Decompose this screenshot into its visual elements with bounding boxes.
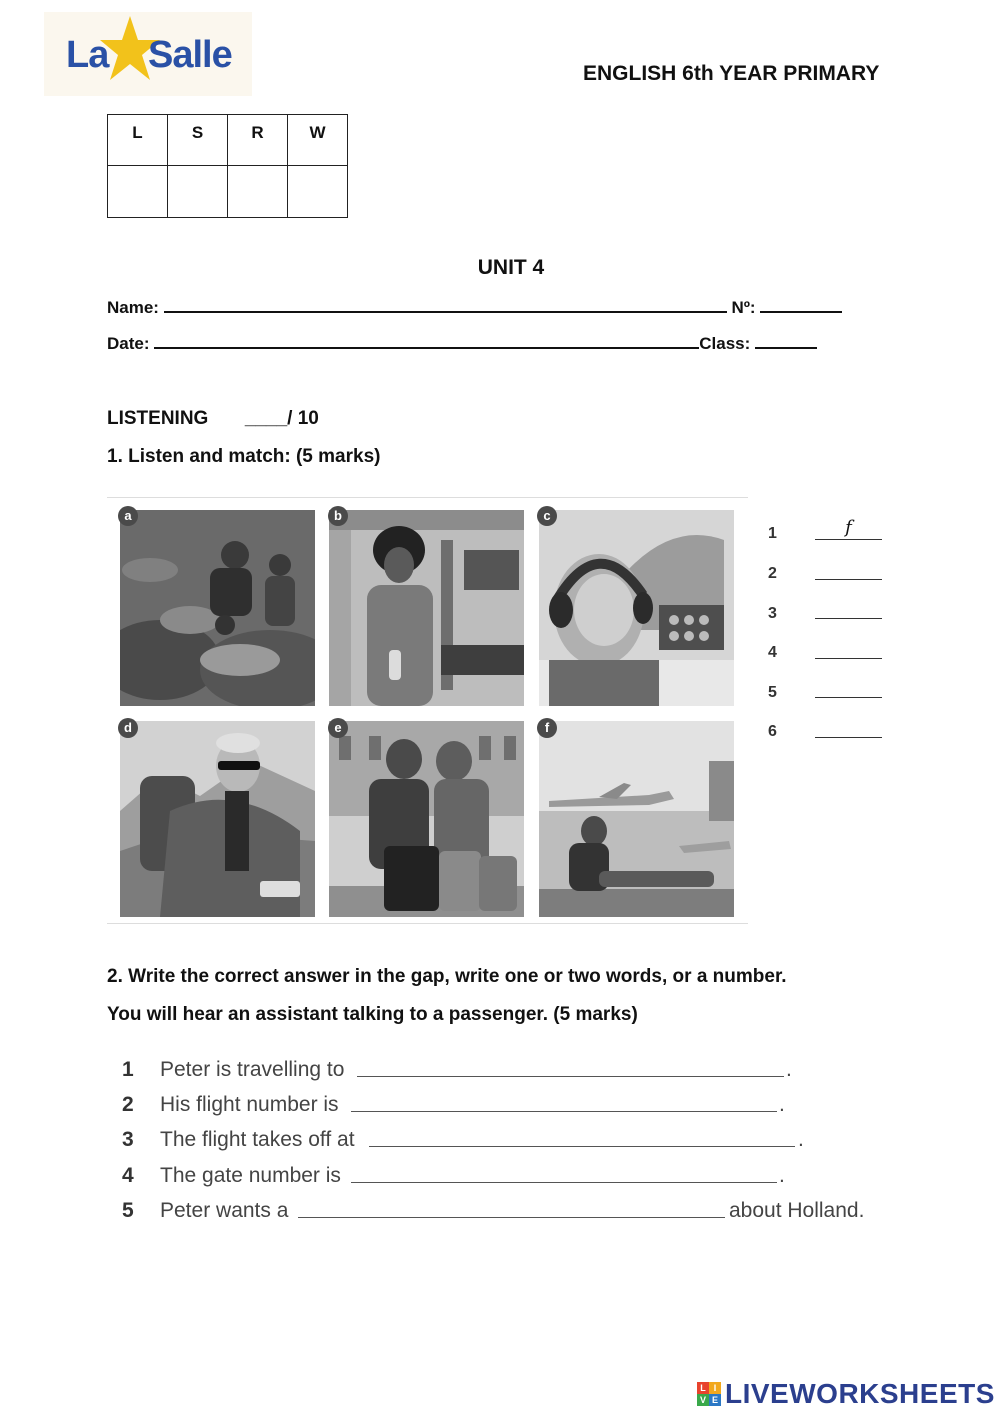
answer-number-3: 3 (768, 605, 777, 622)
gap-prompt-5: Peter wants a (160, 1199, 289, 1222)
marks-header-w: W (288, 115, 348, 166)
photo-c (539, 510, 734, 706)
answer-field-3[interactable] (815, 599, 882, 619)
marks-cell-s[interactable] (168, 166, 228, 218)
marks-header-l: L (108, 115, 168, 166)
gap-prompt-2: His flight number is (160, 1093, 339, 1116)
gap-end-1: . (786, 1058, 792, 1081)
marks-cell-w[interactable] (288, 166, 348, 218)
gap-prompt-3: The flight takes off at (160, 1128, 355, 1151)
gap-prompt-4: The gate number is (160, 1164, 341, 1187)
photo-label-c: c (537, 506, 557, 526)
photo-a (120, 510, 315, 706)
gap-field-2[interactable] (351, 1110, 777, 1112)
logo-word-la: La (66, 34, 109, 76)
gap-field-1[interactable] (357, 1075, 784, 1077)
page-title: ENGLISH 6th YEAR PRIMARY (583, 62, 880, 85)
answer-number-2: 2 (768, 565, 777, 582)
answer-field-4[interactable] (815, 639, 882, 659)
photo-d (120, 721, 315, 917)
photo-e (329, 721, 524, 917)
liveworksheets-icon: L I V E (697, 1382, 721, 1406)
photo-label-d: d (118, 718, 138, 738)
gap-prompt-1: Peter is travelling to (160, 1058, 345, 1081)
name-label: Name: (107, 298, 159, 317)
answer-field-6[interactable] (815, 718, 882, 738)
gap-number-5: 5 (122, 1199, 134, 1222)
answer-number-1: 1 (768, 525, 777, 542)
gap-end-2: . (779, 1093, 785, 1116)
name-row (107, 298, 842, 318)
listening-heading-row (107, 408, 319, 430)
answer-number-5: 5 (768, 684, 777, 701)
liveworksheets-brand: LIVEWORKSHEETS (725, 1378, 995, 1409)
photo-label-b: b (328, 506, 348, 526)
gap-number-4: 4 (122, 1164, 134, 1187)
gap-field-3[interactable] (369, 1145, 795, 1147)
photo-label-a: a (118, 506, 138, 526)
answer-number-6: 6 (768, 723, 777, 740)
answer-field-2[interactable] (815, 560, 882, 580)
marks-cell-l[interactable] (108, 166, 168, 218)
answer-number-4: 4 (768, 644, 777, 661)
gap-number-1: 1 (122, 1058, 134, 1081)
date-field[interactable] (154, 336, 699, 349)
class-label: Class: (699, 334, 751, 353)
number-field[interactable] (760, 300, 842, 313)
listening-heading: LISTENING (107, 408, 209, 429)
photo-f (539, 721, 734, 917)
marks-cell-r[interactable] (228, 166, 288, 218)
gap-field-5[interactable] (298, 1216, 725, 1218)
answer-field-5[interactable] (815, 678, 882, 698)
name-field[interactable] (164, 300, 727, 313)
photo-label-e: e (328, 718, 348, 738)
unit-title: UNIT 4 (477, 256, 545, 279)
skills-marks-table (107, 114, 348, 218)
gap-number-2: 2 (122, 1093, 134, 1116)
exercise-2-context: You will hear an assistant talking to a passenger. (5 marks) (107, 1004, 638, 1025)
exercise-1-instruction: 1. Listen and match: (5 marks) (107, 446, 381, 467)
photo-b (329, 510, 524, 706)
marks-header-s: S (168, 115, 228, 166)
photo-label-f: f (537, 718, 557, 738)
class-field[interactable] (755, 336, 817, 349)
gap-end-4: . (779, 1164, 785, 1187)
marks-header-r: R (228, 115, 288, 166)
liveworksheets-footer (697, 1377, 995, 1411)
la-salle-logo (44, 12, 252, 96)
answer-field-1[interactable]: f (815, 520, 882, 540)
date-row (107, 334, 817, 354)
exercise-2-instruction: 2. Write the correct answer in the gap, write one or two words, or a number. (107, 966, 787, 987)
logo-word-salle: Salle (148, 34, 232, 76)
listening-score: ____/ 10 (244, 408, 319, 429)
gap-number-3: 3 (122, 1128, 134, 1151)
gap-end-3: . (798, 1128, 804, 1151)
date-label: Date: (107, 334, 150, 353)
gap-field-4[interactable] (351, 1181, 777, 1183)
number-label: Nº: (731, 298, 756, 317)
gap-end-5: about Holland. (729, 1199, 865, 1222)
